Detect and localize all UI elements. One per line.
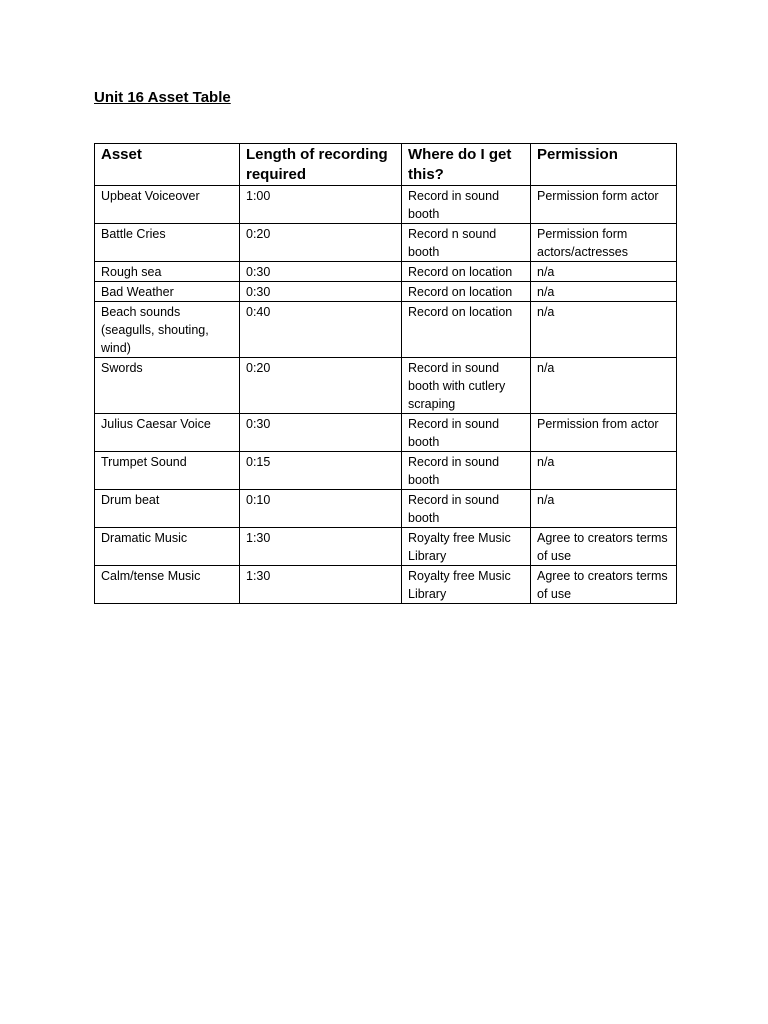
table-row (95, 186, 677, 224)
cell-permission: n/a (531, 452, 677, 490)
cell-permission: Agree to creators terms of use (531, 566, 677, 604)
cell-length: 1:30 (240, 528, 402, 566)
cell-asset: Rough sea (95, 262, 240, 282)
cell-length: 0:15 (240, 452, 402, 490)
table-row (95, 566, 677, 604)
table-row (95, 358, 677, 414)
cell-source: Royalty free Music Library (402, 566, 531, 604)
table-row (95, 282, 677, 302)
cell-asset: Swords (95, 358, 240, 414)
cell-asset: Drum beat (95, 490, 240, 528)
cell-permission: n/a (531, 490, 677, 528)
cell-permission: Permission form actors/actresses (531, 224, 677, 262)
cell-permission: Agree to creators terms of use (531, 528, 677, 566)
cell-length: 0:20 (240, 224, 402, 262)
cell-length: 0:30 (240, 262, 402, 282)
table-header-row (95, 144, 677, 186)
cell-permission: n/a (531, 282, 677, 302)
cell-length: 1:30 (240, 566, 402, 604)
table-row (95, 224, 677, 262)
cell-asset: Upbeat Voiceover (95, 186, 240, 224)
cell-source: Record n sound booth (402, 224, 531, 262)
table-row (95, 262, 677, 282)
cell-asset: Beach sounds (seagulls, shouting, wind) (95, 302, 240, 358)
cell-source: Record in sound booth (402, 414, 531, 452)
cell-length: 0:20 (240, 358, 402, 414)
cell-asset: Battle Cries (95, 224, 240, 262)
table-row (95, 452, 677, 490)
cell-source: Record on location (402, 282, 531, 302)
cell-asset: Dramatic Music (95, 528, 240, 566)
cell-source: Royalty free Music Library (402, 528, 531, 566)
cell-asset: Calm/tense Music (95, 566, 240, 604)
cell-permission: n/a (531, 302, 677, 358)
cell-permission: n/a (531, 358, 677, 414)
table-row (95, 528, 677, 566)
table-row (95, 302, 677, 358)
cell-permission: n/a (531, 262, 677, 282)
cell-source: Record on location (402, 262, 531, 282)
column-header-source: Where do I get this? (402, 144, 531, 186)
cell-permission: Permission form actor (531, 186, 677, 224)
column-header-permission: Permission (531, 144, 677, 186)
cell-length: 0:10 (240, 490, 402, 528)
cell-length: 1:00 (240, 186, 402, 224)
cell-length: 0:30 (240, 282, 402, 302)
cell-source: Record in sound booth (402, 186, 531, 224)
page-title: Unit 16 Asset Table (94, 89, 231, 106)
cell-asset: Julius Caesar Voice (95, 414, 240, 452)
column-header-length: Length of recording required (240, 144, 402, 186)
cell-asset: Bad Weather (95, 282, 240, 302)
table-body (95, 186, 677, 604)
asset-table (94, 143, 677, 604)
cell-length: 0:40 (240, 302, 402, 358)
cell-permission: Permission from actor (531, 414, 677, 452)
table-row (95, 490, 677, 528)
cell-asset: Trumpet Sound (95, 452, 240, 490)
column-header-asset: Asset (95, 144, 240, 186)
cell-source: Record in sound booth (402, 490, 531, 528)
cell-length: 0:30 (240, 414, 402, 452)
table-row (95, 414, 677, 452)
cell-source: Record on location (402, 302, 531, 358)
cell-source: Record in sound booth (402, 452, 531, 490)
cell-source: Record in sound booth with cutlery scraping (402, 358, 531, 414)
